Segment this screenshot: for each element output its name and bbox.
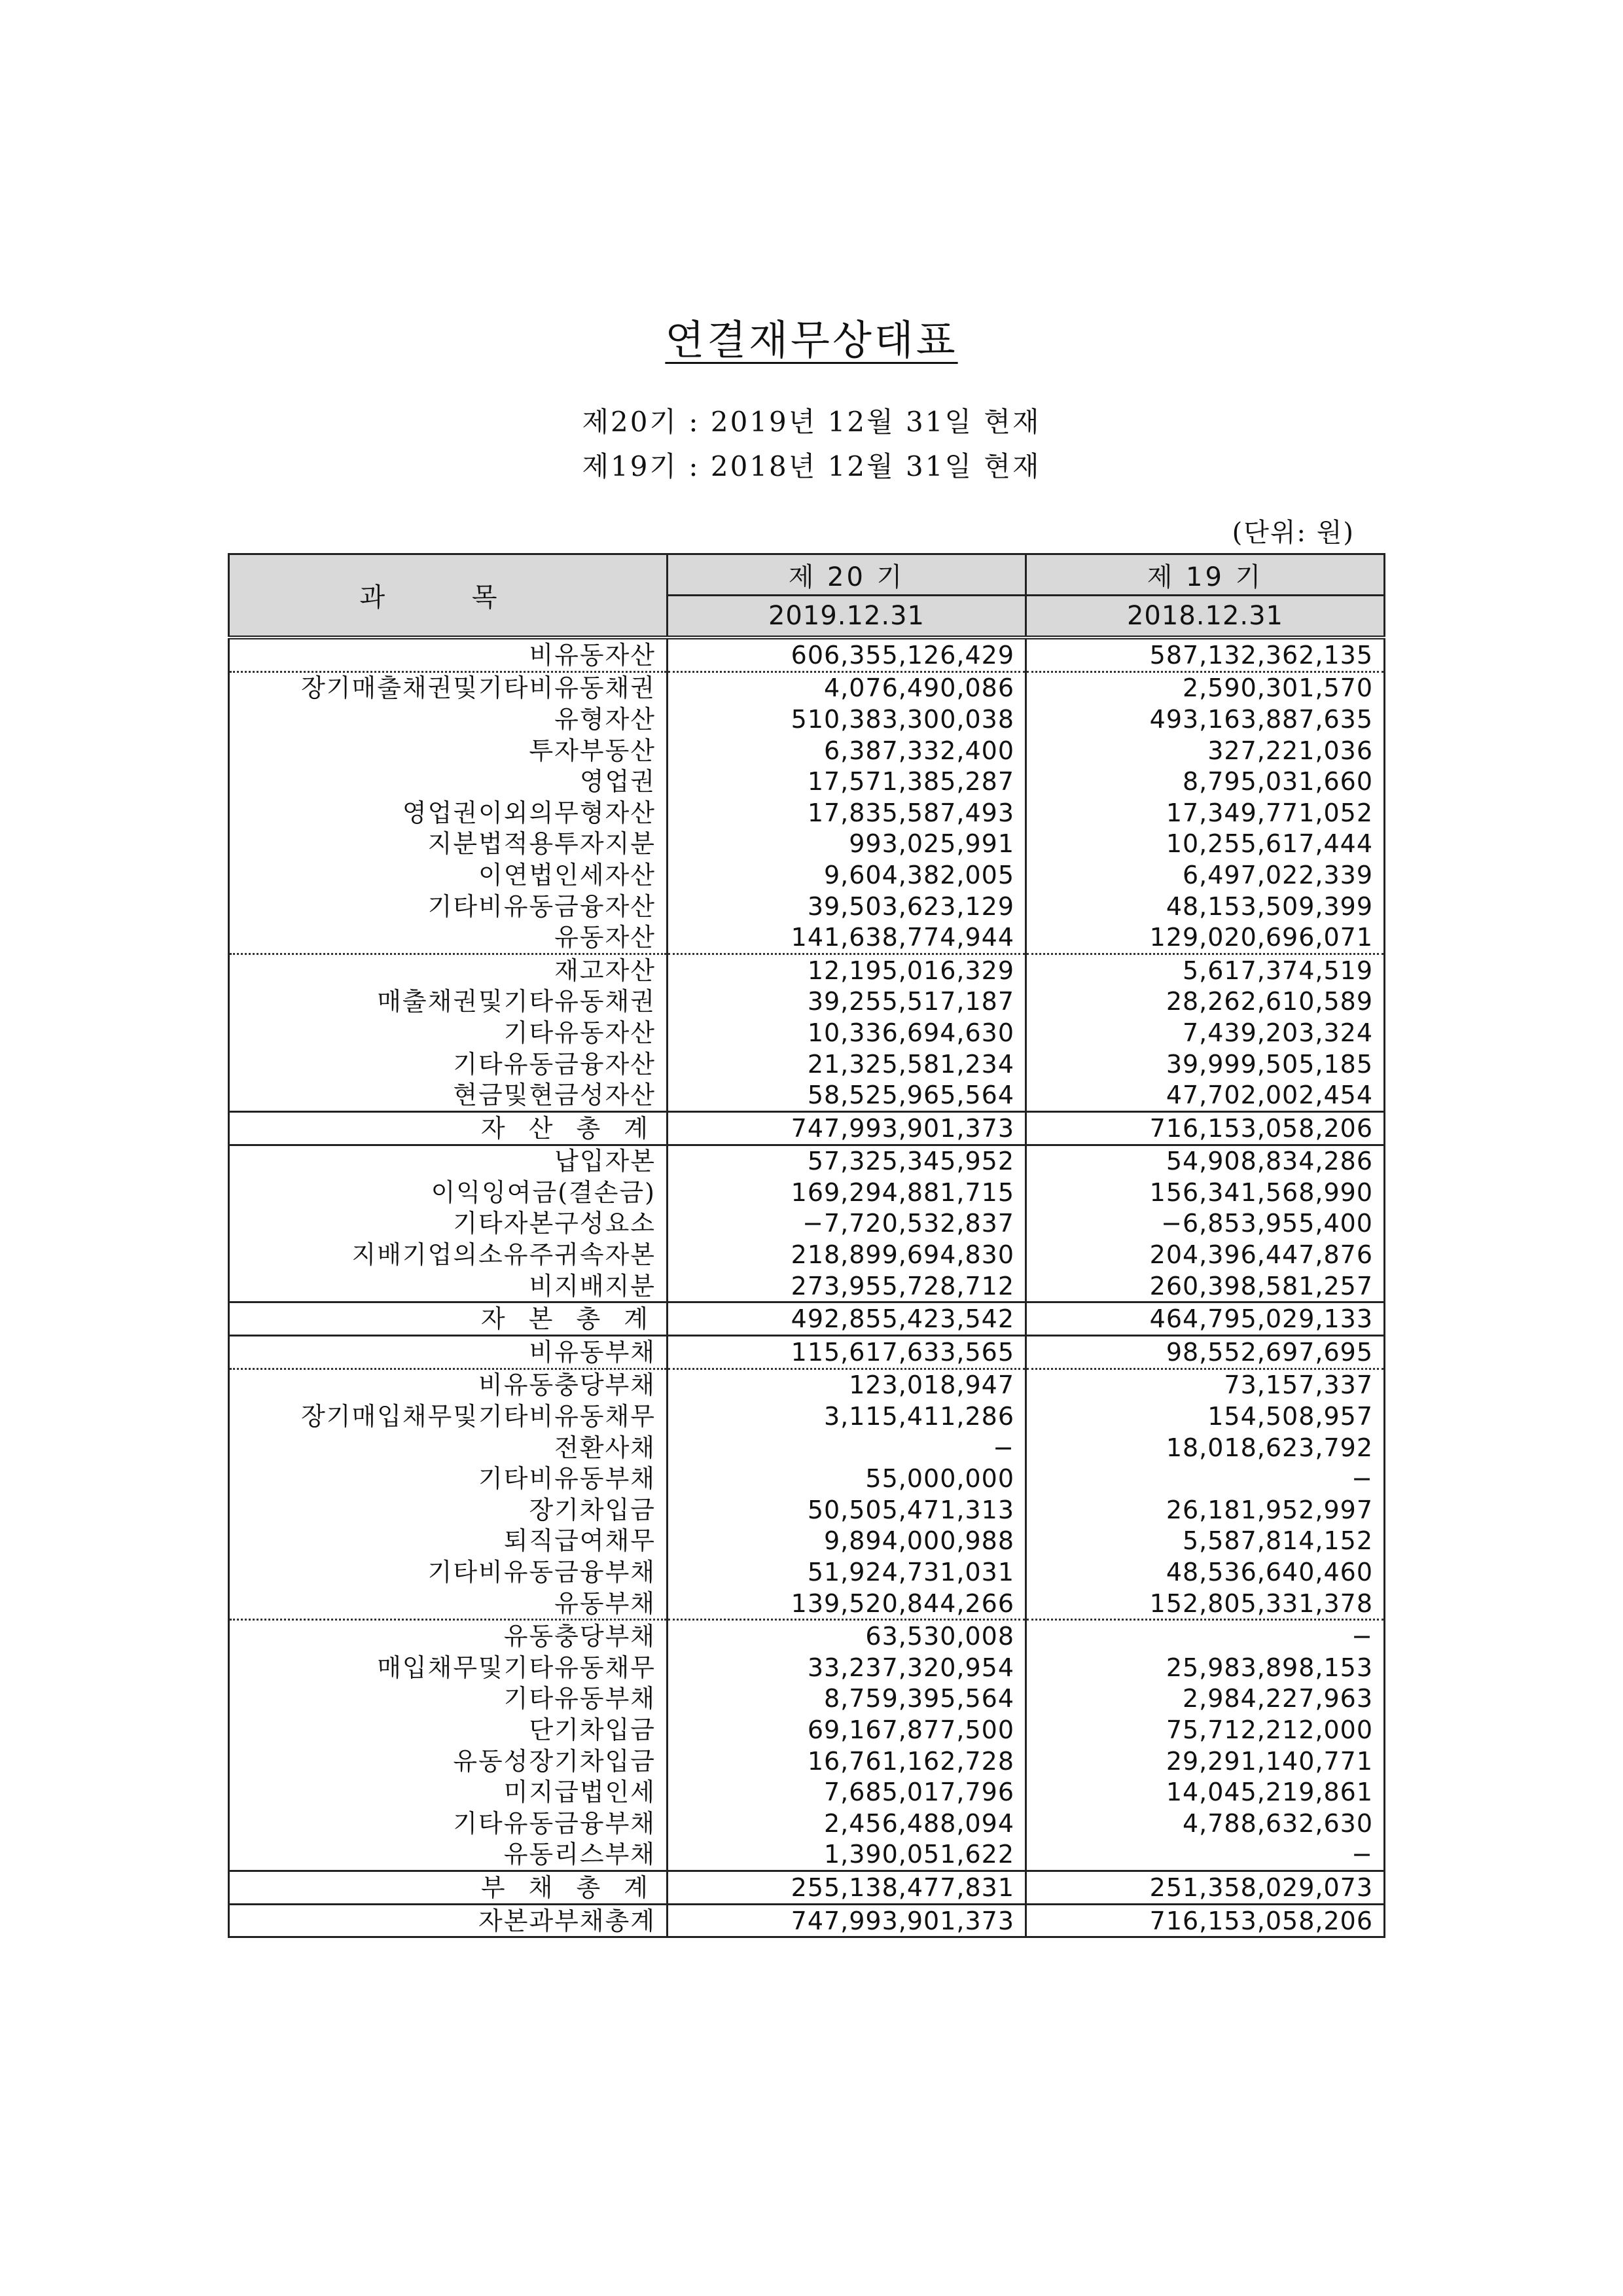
current-amount: 9,894,000,988 (668, 1526, 1026, 1557)
current-amount: 21,325,581,234 (668, 1049, 1026, 1080)
table-row (229, 1526, 1385, 1557)
current-amount: 123,018,947 (668, 1369, 1026, 1401)
current-amount: − (668, 1432, 1026, 1463)
current-amount: 993,025,991 (668, 829, 1026, 860)
row-label: 퇴직급여채무 (229, 1526, 668, 1557)
prior-amount: 6,497,022,339 (1026, 859, 1385, 891)
table-row (229, 1145, 1385, 1177)
table-row (229, 1839, 1385, 1871)
current-amount: 9,604,382,005 (668, 859, 1026, 891)
current-amount: 747,993,901,373 (668, 1111, 1026, 1145)
current-amount: 33,237,320,954 (668, 1652, 1026, 1683)
row-label: 장기매입채무및기타비유동채무 (229, 1401, 668, 1432)
table-row (229, 1871, 1385, 1905)
current-amount: 51,924,731,031 (668, 1556, 1026, 1588)
prior-amount: 18,018,623,792 (1026, 1432, 1385, 1463)
current-amount: 69,167,877,500 (668, 1714, 1026, 1746)
row-label: 기타유동부채 (229, 1683, 668, 1715)
current-amount: 4,076,490,086 (668, 672, 1026, 704)
table-row (229, 1556, 1385, 1588)
row-label: 이연법인세자산 (229, 859, 668, 891)
current-amount: 17,835,587,493 (668, 797, 1026, 829)
row-label: 유동부채 (229, 1588, 668, 1620)
current-amount: 218,899,694,830 (668, 1239, 1026, 1270)
prior-amount: − (1026, 1620, 1385, 1652)
table-row (229, 1463, 1385, 1494)
current-amount: 16,761,162,728 (668, 1746, 1026, 1777)
row-label: 비유동충당부채 (229, 1369, 668, 1401)
table-row (229, 1904, 1385, 1937)
prior-amount: 39,999,505,185 (1026, 1049, 1385, 1080)
row-label: 유동리스부채 (229, 1839, 668, 1871)
prior-amount: 10,255,617,444 (1026, 829, 1385, 860)
current-amount: 3,115,411,286 (668, 1401, 1026, 1432)
current-amount: 50,505,471,313 (668, 1494, 1026, 1526)
current-amount: 1,390,051,622 (668, 1839, 1026, 1871)
current-amount: 8,759,395,564 (668, 1683, 1026, 1715)
table-row (229, 672, 1385, 704)
row-label: 부 채 총 계 (229, 1871, 668, 1905)
table-row (229, 637, 1385, 672)
table-row (229, 1302, 1385, 1336)
table-body (229, 637, 1385, 1937)
row-label: 기타비유동부채 (229, 1463, 668, 1494)
current-amount: 12,195,016,329 (668, 954, 1026, 986)
row-label: 지배기업의소유주귀속자본 (229, 1239, 668, 1270)
current-amount: 39,503,623,129 (668, 891, 1026, 922)
prior-amount: 129,020,696,071 (1026, 922, 1385, 954)
current-amount: 141,638,774,944 (668, 922, 1026, 954)
row-label: 납입자본 (229, 1145, 668, 1177)
prior-amount: 5,587,814,152 (1026, 1526, 1385, 1557)
current-amount: 273,955,728,712 (668, 1270, 1026, 1302)
current-amount: 10,336,694,630 (668, 1017, 1026, 1049)
table-row (229, 1746, 1385, 1777)
prior-amount: 25,983,898,153 (1026, 1652, 1385, 1683)
prior-period-header: 제 19 기 (1026, 554, 1385, 596)
table-row (229, 1208, 1385, 1240)
table-row (229, 1776, 1385, 1808)
table-row (229, 922, 1385, 954)
current-amount: 139,520,844,266 (668, 1588, 1026, 1620)
prior-amount: 2,984,227,963 (1026, 1683, 1385, 1715)
table-row (229, 1652, 1385, 1683)
prior-amount: 26,181,952,997 (1026, 1494, 1385, 1526)
prior-amount: 493,163,887,635 (1026, 704, 1385, 735)
table-row (229, 829, 1385, 860)
row-label: 자 산 총 계 (229, 1111, 668, 1145)
table-row (229, 766, 1385, 797)
table-row (229, 735, 1385, 766)
current-amount: 606,355,126,429 (668, 637, 1026, 672)
table-row (229, 986, 1385, 1018)
current-amount: 492,855,423,542 (668, 1302, 1026, 1336)
current-amount: −7,720,532,837 (668, 1208, 1026, 1240)
table-row (229, 1369, 1385, 1401)
prior-amount: 7,439,203,324 (1026, 1017, 1385, 1049)
prior-amount: 28,262,610,589 (1026, 986, 1385, 1018)
current-amount: 57,325,345,952 (668, 1145, 1026, 1177)
prior-amount: 54,908,834,286 (1026, 1145, 1385, 1177)
table-row (229, 954, 1385, 986)
row-label: 자 본 총 계 (229, 1302, 668, 1336)
row-label: 현금및현금성자산 (229, 1079, 668, 1111)
table-row (229, 1494, 1385, 1526)
row-label: 기타비유동금융자산 (229, 891, 668, 922)
current-amount: 2,456,488,094 (668, 1808, 1026, 1839)
current-amount: 169,294,881,715 (668, 1177, 1026, 1208)
row-label: 비지배지분 (229, 1270, 668, 1302)
row-label: 단기차입금 (229, 1714, 668, 1746)
table-row (229, 1808, 1385, 1839)
prior-amount: 29,291,140,771 (1026, 1746, 1385, 1777)
current-date-header: 2019.12.31 (668, 596, 1026, 638)
row-label: 기타유동금융자산 (229, 1049, 668, 1080)
document-title (0, 308, 1623, 366)
prior-amount: 152,805,331,378 (1026, 1588, 1385, 1620)
table-row (229, 1049, 1385, 1080)
current-amount: 58,525,965,564 (668, 1079, 1026, 1111)
prior-amount: 251,358,029,073 (1026, 1871, 1385, 1905)
prior-amount: 587,132,362,135 (1026, 637, 1385, 672)
row-label: 유형자산 (229, 704, 668, 735)
row-label: 장기매출채권및기타비유동채권 (229, 672, 668, 704)
prior-amount: 47,702,002,454 (1026, 1079, 1385, 1111)
row-label: 기타비유동금융부채 (229, 1556, 668, 1588)
period-current: 제20기 : 2019년 12월 31일 현재 (582, 406, 1041, 438)
document-title-text: 연결재무상태표 (665, 316, 958, 364)
prior-amount: 5,617,374,519 (1026, 954, 1385, 986)
table-row (229, 1111, 1385, 1145)
prior-amount: 716,153,058,206 (1026, 1111, 1385, 1145)
prior-amount: 2,590,301,570 (1026, 672, 1385, 704)
current-amount: 255,138,477,831 (668, 1871, 1026, 1905)
prior-amount: 75,712,212,000 (1026, 1714, 1385, 1746)
prior-amount: 98,552,697,695 (1026, 1336, 1385, 1369)
subject-header: 과 목 (229, 554, 668, 638)
row-label: 지분법적용투자지분 (229, 829, 668, 860)
current-amount: 510,383,300,038 (668, 704, 1026, 735)
prior-amount: 327,221,036 (1026, 735, 1385, 766)
row-label: 투자부동산 (229, 735, 668, 766)
row-label: 영업권 (229, 766, 668, 797)
row-label: 매입채무및기타유동채무 (229, 1652, 668, 1683)
current-period-header: 제 20 기 (668, 554, 1026, 596)
current-amount: 55,000,000 (668, 1463, 1026, 1494)
prior-date-header: 2018.12.31 (1026, 596, 1385, 638)
row-label: 기타자본구성요소 (229, 1208, 668, 1240)
prior-amount: 260,398,581,257 (1026, 1270, 1385, 1302)
prior-amount: 14,045,219,861 (1026, 1776, 1385, 1808)
table-row (229, 1683, 1385, 1715)
unit-label: (단위: 원) (1232, 518, 1355, 548)
row-label: 장기차입금 (229, 1494, 668, 1526)
table-row (229, 1588, 1385, 1620)
row-label: 매출채권및기타유동채권 (229, 986, 668, 1018)
row-label: 유동성장기차입금 (229, 1746, 668, 1777)
current-amount: 39,255,517,187 (668, 986, 1026, 1018)
current-amount: 17,571,385,287 (668, 766, 1026, 797)
table-row (229, 1714, 1385, 1746)
prior-amount: 4,788,632,630 (1026, 1808, 1385, 1839)
table-row (229, 1401, 1385, 1432)
prior-amount: − (1026, 1839, 1385, 1871)
row-label: 전환사채 (229, 1432, 668, 1463)
balance-sheet-table (228, 553, 1385, 1938)
table-row (229, 704, 1385, 735)
prior-amount: −6,853,955,400 (1026, 1208, 1385, 1240)
prior-amount: − (1026, 1463, 1385, 1494)
row-label: 이익잉여금(결손금) (229, 1177, 668, 1208)
row-label: 기타유동금융부채 (229, 1808, 668, 1839)
current-amount: 63,530,008 (668, 1620, 1026, 1652)
current-amount: 7,685,017,796 (668, 1776, 1026, 1808)
prior-amount: 464,795,029,133 (1026, 1302, 1385, 1336)
row-label: 비유동부채 (229, 1336, 668, 1369)
row-label: 미지급법인세 (229, 1776, 668, 1808)
row-label: 유동자산 (229, 922, 668, 954)
table-row (229, 1177, 1385, 1208)
row-label: 비유동자산 (229, 637, 668, 672)
row-label: 재고자산 (229, 954, 668, 986)
prior-amount: 156,341,568,990 (1026, 1177, 1385, 1208)
period-prior: 제19기 : 2018년 12월 31일 현재 (582, 450, 1041, 482)
row-label: 영업권이외의무형자산 (229, 797, 668, 829)
table-row (229, 859, 1385, 891)
row-label: 자본과부채총계 (229, 1904, 668, 1937)
table-row (229, 1620, 1385, 1652)
table-row (229, 1336, 1385, 1369)
prior-amount: 204,396,447,876 (1026, 1239, 1385, 1270)
prior-amount: 48,536,640,460 (1026, 1556, 1385, 1588)
table-row (229, 1270, 1385, 1302)
prior-amount: 73,157,337 (1026, 1369, 1385, 1401)
table-row (229, 1079, 1385, 1111)
table-row (229, 1432, 1385, 1463)
prior-amount: 716,153,058,206 (1026, 1904, 1385, 1937)
prior-amount: 48,153,509,399 (1026, 891, 1385, 922)
prior-amount: 154,508,957 (1026, 1401, 1385, 1432)
prior-amount: 8,795,031,660 (1026, 766, 1385, 797)
table-row (229, 891, 1385, 922)
table-row (229, 797, 1385, 829)
prior-amount: 17,349,771,052 (1026, 797, 1385, 829)
table-row (229, 1239, 1385, 1270)
row-label: 기타유동자산 (229, 1017, 668, 1049)
header-row (229, 554, 1385, 596)
current-amount: 747,993,901,373 (668, 1904, 1026, 1937)
current-amount: 6,387,332,400 (668, 735, 1026, 766)
row-label: 유동충당부채 (229, 1620, 668, 1652)
table-row (229, 1017, 1385, 1049)
current-amount: 115,617,633,565 (668, 1336, 1026, 1369)
